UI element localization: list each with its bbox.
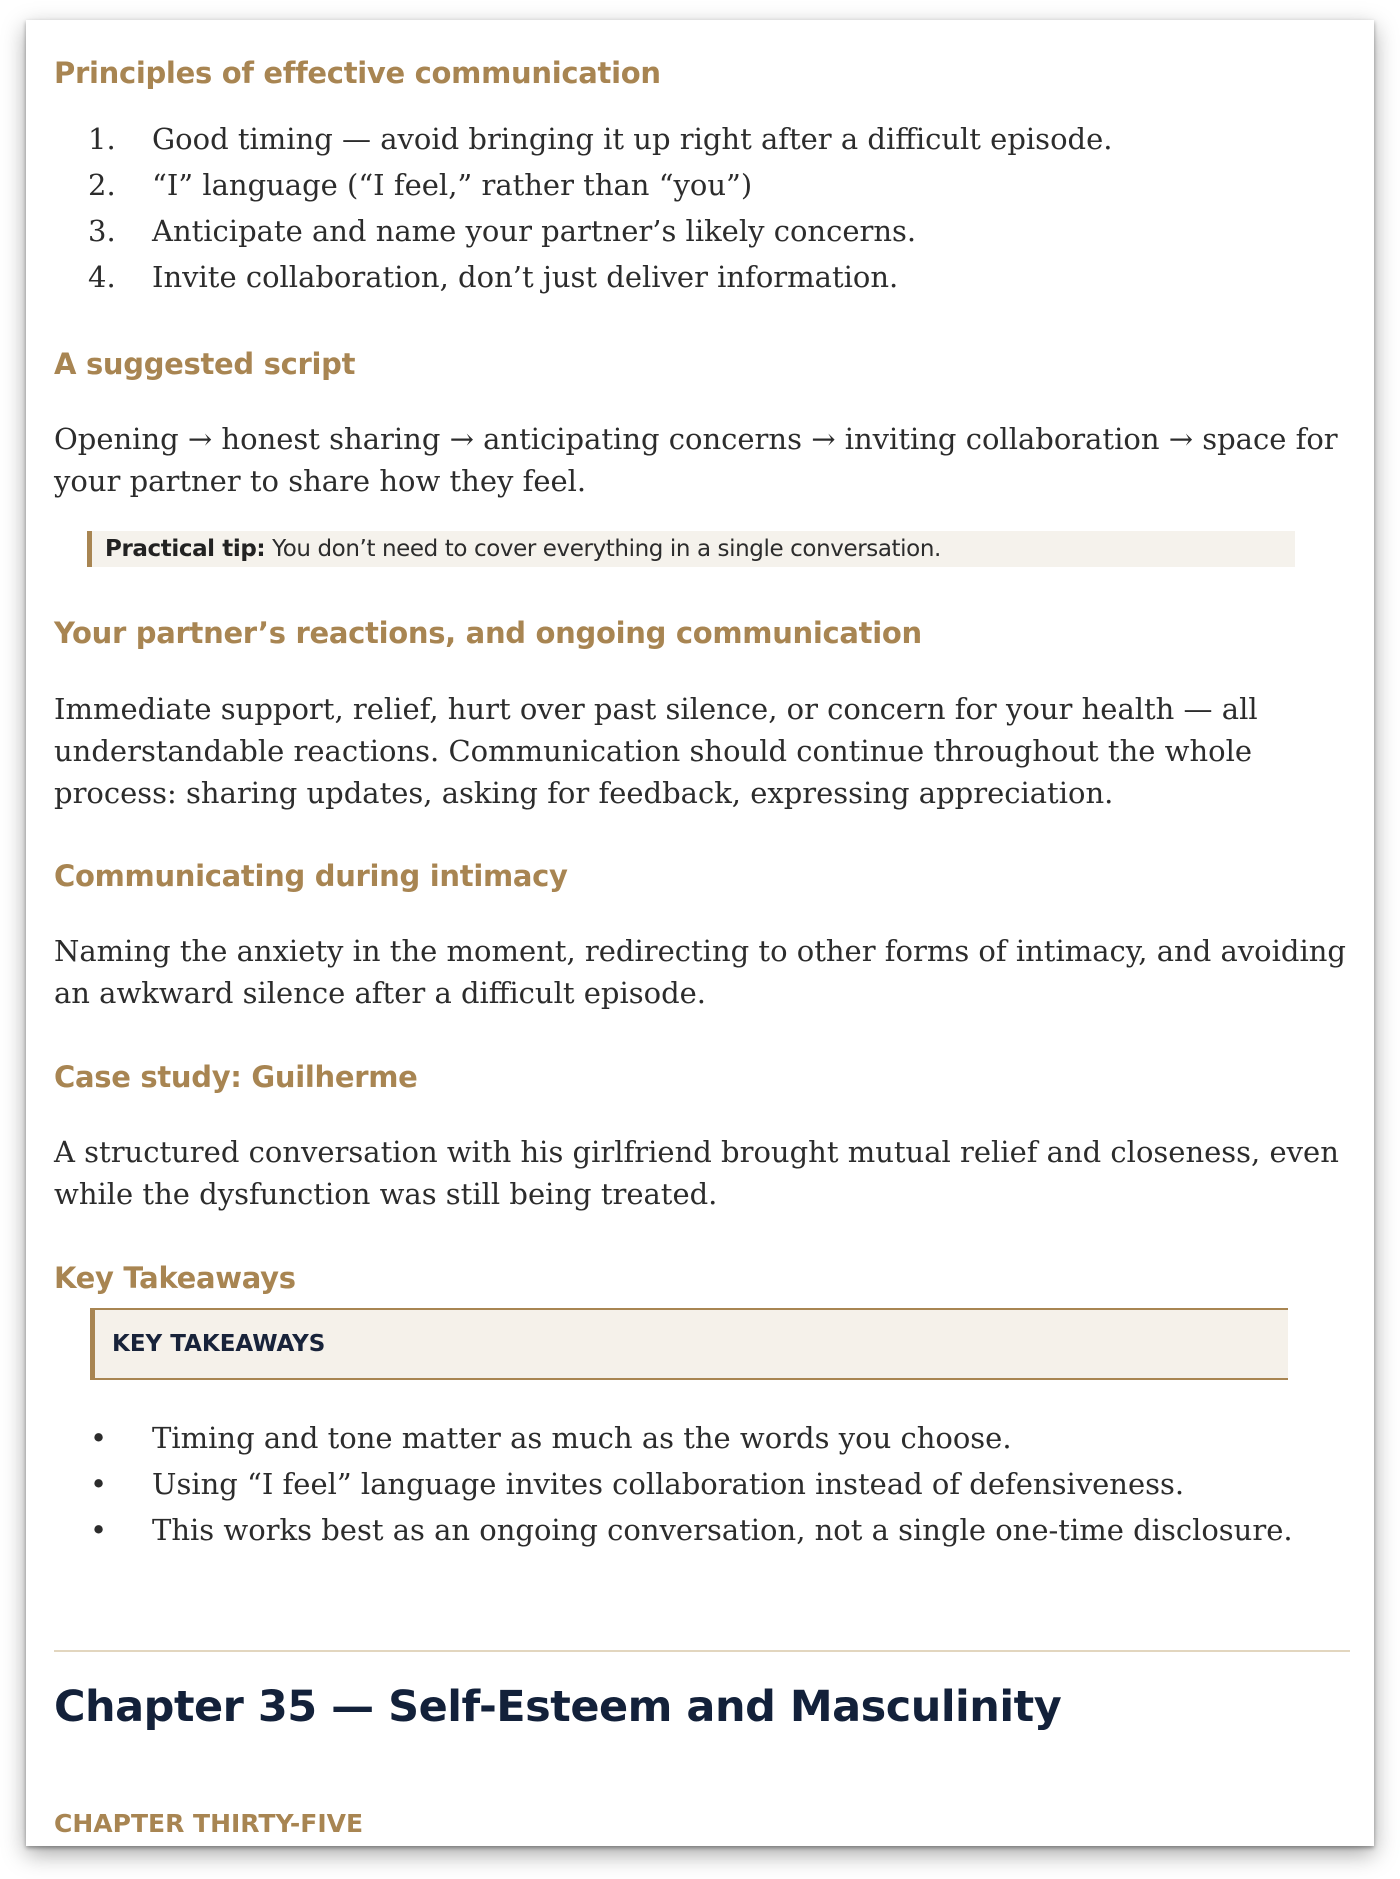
bullet-icon: • [90, 1513, 108, 1547]
case-study-body: A structured conversation with his girlfriend brought mutual relief and closeness, even while the dysfunction was still being treated. [54, 1135, 1339, 1211]
list-item [54, 1509, 1350, 1551]
bullet-icon: • [90, 1421, 108, 1455]
list-item [54, 118, 1350, 160]
chapter-label: CHAPTER THIRTY-FIVE [54, 1809, 364, 1838]
list-item [54, 256, 1350, 298]
takeaways-list [54, 1417, 1350, 1555]
intimacy-heading: Communicating during intimacy [54, 859, 568, 893]
reactions-body: Immediate support, relief, hurt over past silence, or concern for your health — all understandable reactions. Communication should continue throughout the whole process: sharing updates, asking for feedback, expressing appreciation. [54, 692, 1258, 810]
document-page [26, 20, 1374, 1846]
list-number: 4. [88, 260, 116, 294]
intimacy-body: Naming the anxiety in the moment, redirecting to other forms of intimacy, and avoiding an awkward silence after a difficult episode. [54, 934, 1346, 1010]
takeaways-heading: Key Takeaways [54, 1261, 296, 1295]
reactions-heading: Your partner’s reactions, and ongoing communication [54, 616, 922, 650]
list-item-text: Timing and tone matter as much as the words you choose. [152, 1421, 1012, 1455]
tip-label: Practical tip: [105, 536, 266, 562]
tip-text: You don’t need to cover everything in a single conversation. [265, 536, 941, 562]
list-number: 2. [88, 168, 116, 202]
principles-heading: Principles of effective communication [54, 56, 661, 90]
list-item-text: Good timing — avoid bringing it up right after a difficult episode. [152, 122, 1113, 156]
list-item-text: Anticipate and name your partner’s likely concerns. [152, 214, 917, 248]
list-number: 1. [88, 122, 116, 156]
list-item-text: Using “I feel” language invites collaboration instead of defensiveness. [152, 1467, 1185, 1501]
chapter-title: Chapter 35 — Self-Esteem and Masculinity [54, 1682, 1062, 1732]
bullet-icon: • [90, 1467, 108, 1501]
list-item [54, 210, 1350, 252]
script-heading: A suggested script [54, 347, 356, 381]
list-number: 3. [88, 214, 116, 248]
list-item-text: Invite collaboration, don’t just deliver information. [152, 260, 899, 294]
list-item [54, 1417, 1350, 1459]
list-item [54, 164, 1350, 206]
case-study-heading: Case study: Guilherme [54, 1060, 418, 1094]
list-item [54, 1463, 1350, 1505]
key-takeaways-box: KEY TAKEAWAYS [90, 1308, 1288, 1380]
chapter-divider [54, 1650, 1350, 1652]
list-item-text: “I” language (“I feel,” rather than “you”) [152, 168, 753, 202]
list-item-text: This works best as an ongoing conversation, not a single one-time disclosure. [152, 1513, 1293, 1547]
script-body: Opening → honest sharing → anticipating concerns → inviting collaboration → space for your partner to share how they feel. [54, 422, 1338, 498]
principles-list [54, 118, 1350, 302]
practical-tip [87, 531, 1295, 567]
